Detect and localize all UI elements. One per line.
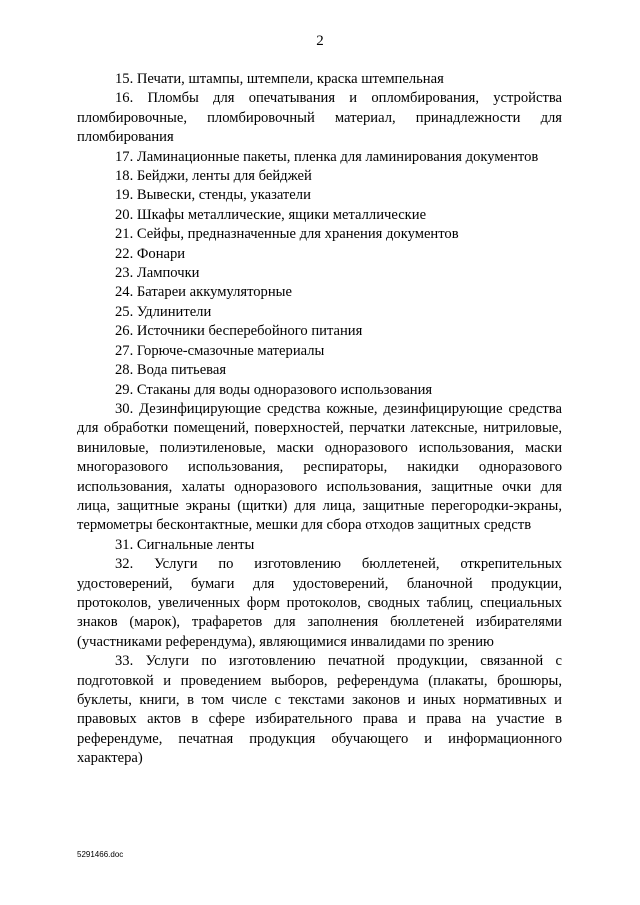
list-item: 21. Сейфы, предназначенные для хранения документов xyxy=(115,226,459,243)
list-item: 15. Печати, штампы, штемпели, краска штемпельная xyxy=(115,71,444,87)
list-item: 23. Лампочки xyxy=(115,265,200,282)
page-number: 2 xyxy=(316,33,324,49)
list-item: 24. Батареи аккумуляторные xyxy=(115,284,292,301)
list-item: 25. Удлинители xyxy=(115,303,212,320)
list-item: 17. Ламинационные пакеты, пленка для ламинирования документов xyxy=(115,148,539,165)
list-item: 32. Услуги по изготовлению бюллетеней, открепительных удостоверений, бумаги для удостоверений, бланочной продукции, протоколов, увеличенных форм протоколов, сводных таблиц, специальных знаков (марок), трафаретов для заполнения бюллетеней избирателями (участниками референдума), являющимися инвалидами по зрению xyxy=(77,556,562,650)
list-item: 28. Вода питьевая xyxy=(115,362,227,379)
list-item: 20. Шкафы металлические, ящики металлические xyxy=(115,206,427,223)
file-name-footer: 5291466.doc xyxy=(77,850,124,859)
list-item: 16. Пломбы для опечатывания и опломбирования, устройства пломбировочные, пломбировочный материал, принадлежности для пломбирования xyxy=(77,90,562,146)
list-item: 26. Источники бесперебойного питания xyxy=(115,323,363,340)
list-item: 27. Горюче-смазочные материалы xyxy=(115,342,325,359)
list-item: 29. Стаканы для воды одноразового использования xyxy=(115,381,433,398)
list-item: 33. Услуги по изготовлению печатной продукции, связанной с подготовкой и проведением выборов, референдума (плакаты, брошюры, буклеты, книги, в том числе с текстами законов и иных нормативных и правовых актов в сфере избирательного права и права на участие в референдуме, печатная продукция обучающего и информационного характера) xyxy=(77,653,562,767)
document-body xyxy=(77,70,562,769)
list-item: 18. Бейджи, ленты для бейджей xyxy=(115,168,312,185)
list-item: 30. Дезинфицирующие средства кожные, дезинфицирующие средства для обработки помещений, поверхностей, перчатки латексные, нитриловые, виниловые, полиэтиленовые, маски одноразового использования, маски многоразового использования, респираторы, накидки одноразового использования, халаты одноразового использования, защитные очки для лица, защитные экраны (щитки) для лица, защитные перегородки-экраны, термометры бесконтактные, мешки для сбора отходов защитных средств xyxy=(77,400,562,534)
list-item: 31. Сигнальные ленты xyxy=(115,536,255,553)
list-item: 22. Фонари xyxy=(115,245,186,262)
list-item: 19. Вывески, стенды, указатели xyxy=(115,187,311,204)
